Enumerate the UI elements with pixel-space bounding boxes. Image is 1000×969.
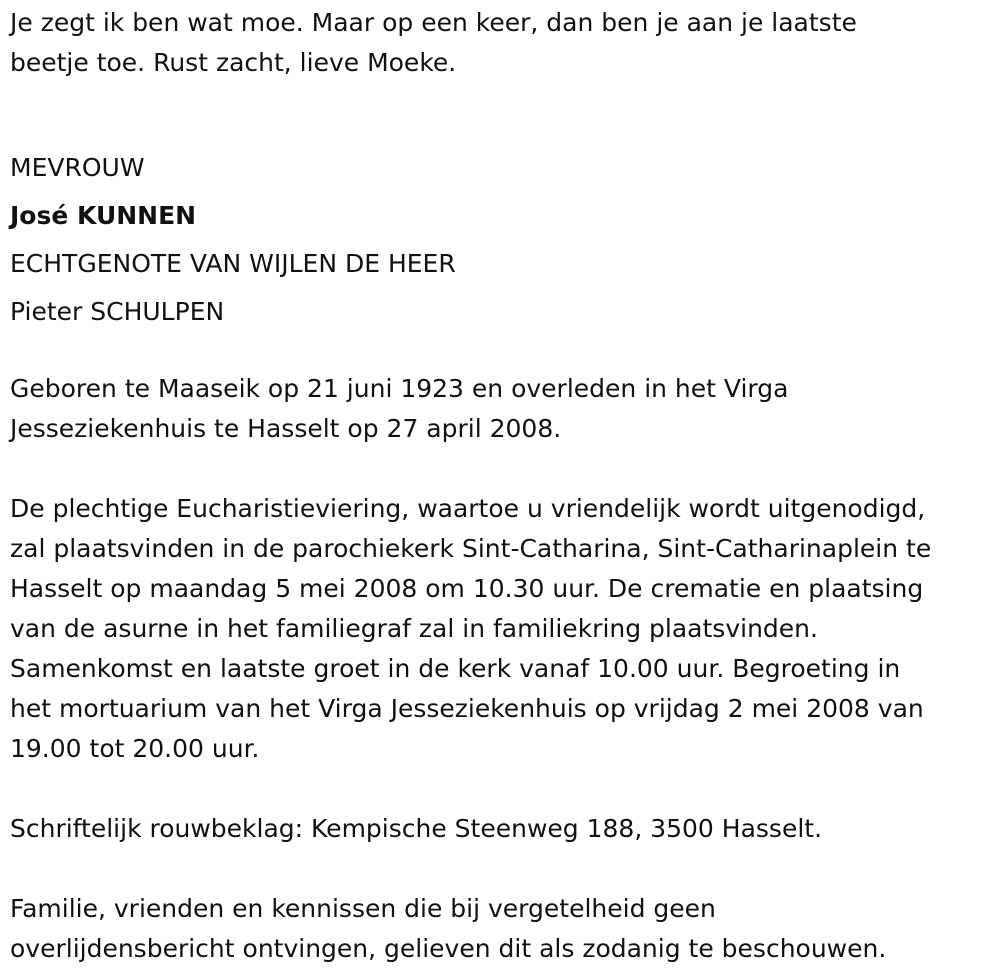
birth-death-line: Geboren te Maaseik op 21 juni 1923 en overleden in het Virga bbox=[10, 374, 789, 403]
birth-death-paragraph bbox=[10, 369, 995, 449]
obituary-document bbox=[10, 0, 995, 969]
quote-paragraph bbox=[10, 3, 995, 83]
spouse-name: Pieter SCHULPEN bbox=[10, 297, 225, 326]
deceased-name: José KUNNEN bbox=[10, 201, 197, 230]
ceremony-line: het mortuarium van het Virga Jesseziekenhuis op vrijdag 2 mei 2008 van bbox=[10, 694, 924, 723]
ceremony-line: van de asurne in het familiegraf zal in familiekring plaatsvinden. bbox=[10, 614, 818, 643]
notice-line: overlijdensbericht ontvingen, gelieven dit als zodanig te beschouwen. bbox=[10, 934, 887, 963]
deceased-title: MEVROUW bbox=[10, 153, 145, 182]
deceased-block bbox=[10, 144, 995, 336]
quote-line: beetje toe. Rust zacht, lieve Moeke. bbox=[10, 48, 457, 77]
ceremony-line: Samenkomst en laatste groet in de kerk vanaf 10.00 uur. Begroeting in bbox=[10, 654, 901, 683]
notice-line: Familie, vrienden en kennissen die bij vergetelheid geen bbox=[10, 894, 716, 923]
ceremony-line: Hasselt op maandag 5 mei 2008 om 10.30 uur. De crematie en plaatsing bbox=[10, 574, 924, 603]
condolence-paragraph bbox=[10, 809, 995, 849]
birth-death-line: Jesseziekenhuis te Hasselt op 27 april 2008. bbox=[10, 414, 562, 443]
ceremony-paragraph bbox=[10, 489, 995, 769]
deceased-relation: ECHTGENOTE VAN WIJLEN DE HEER bbox=[10, 249, 456, 278]
ceremony-line: 19.00 tot 20.00 uur. bbox=[10, 734, 260, 763]
notice-paragraph bbox=[10, 889, 995, 969]
condolence-line: Schriftelijk rouwbeklag: Kempische Steenweg 188, 3500 Hasselt. bbox=[10, 814, 823, 843]
ceremony-line: zal plaatsvinden in de parochiekerk Sint-Catharina, Sint-Catharinaplein te bbox=[10, 534, 932, 563]
quote-line: Je zegt ik ben wat moe. Maar op een keer, dan ben je aan je laatste bbox=[10, 8, 857, 37]
ceremony-line: De plechtige Eucharistieviering, waartoe u vriendelijk wordt uitgenodigd, bbox=[10, 494, 926, 523]
